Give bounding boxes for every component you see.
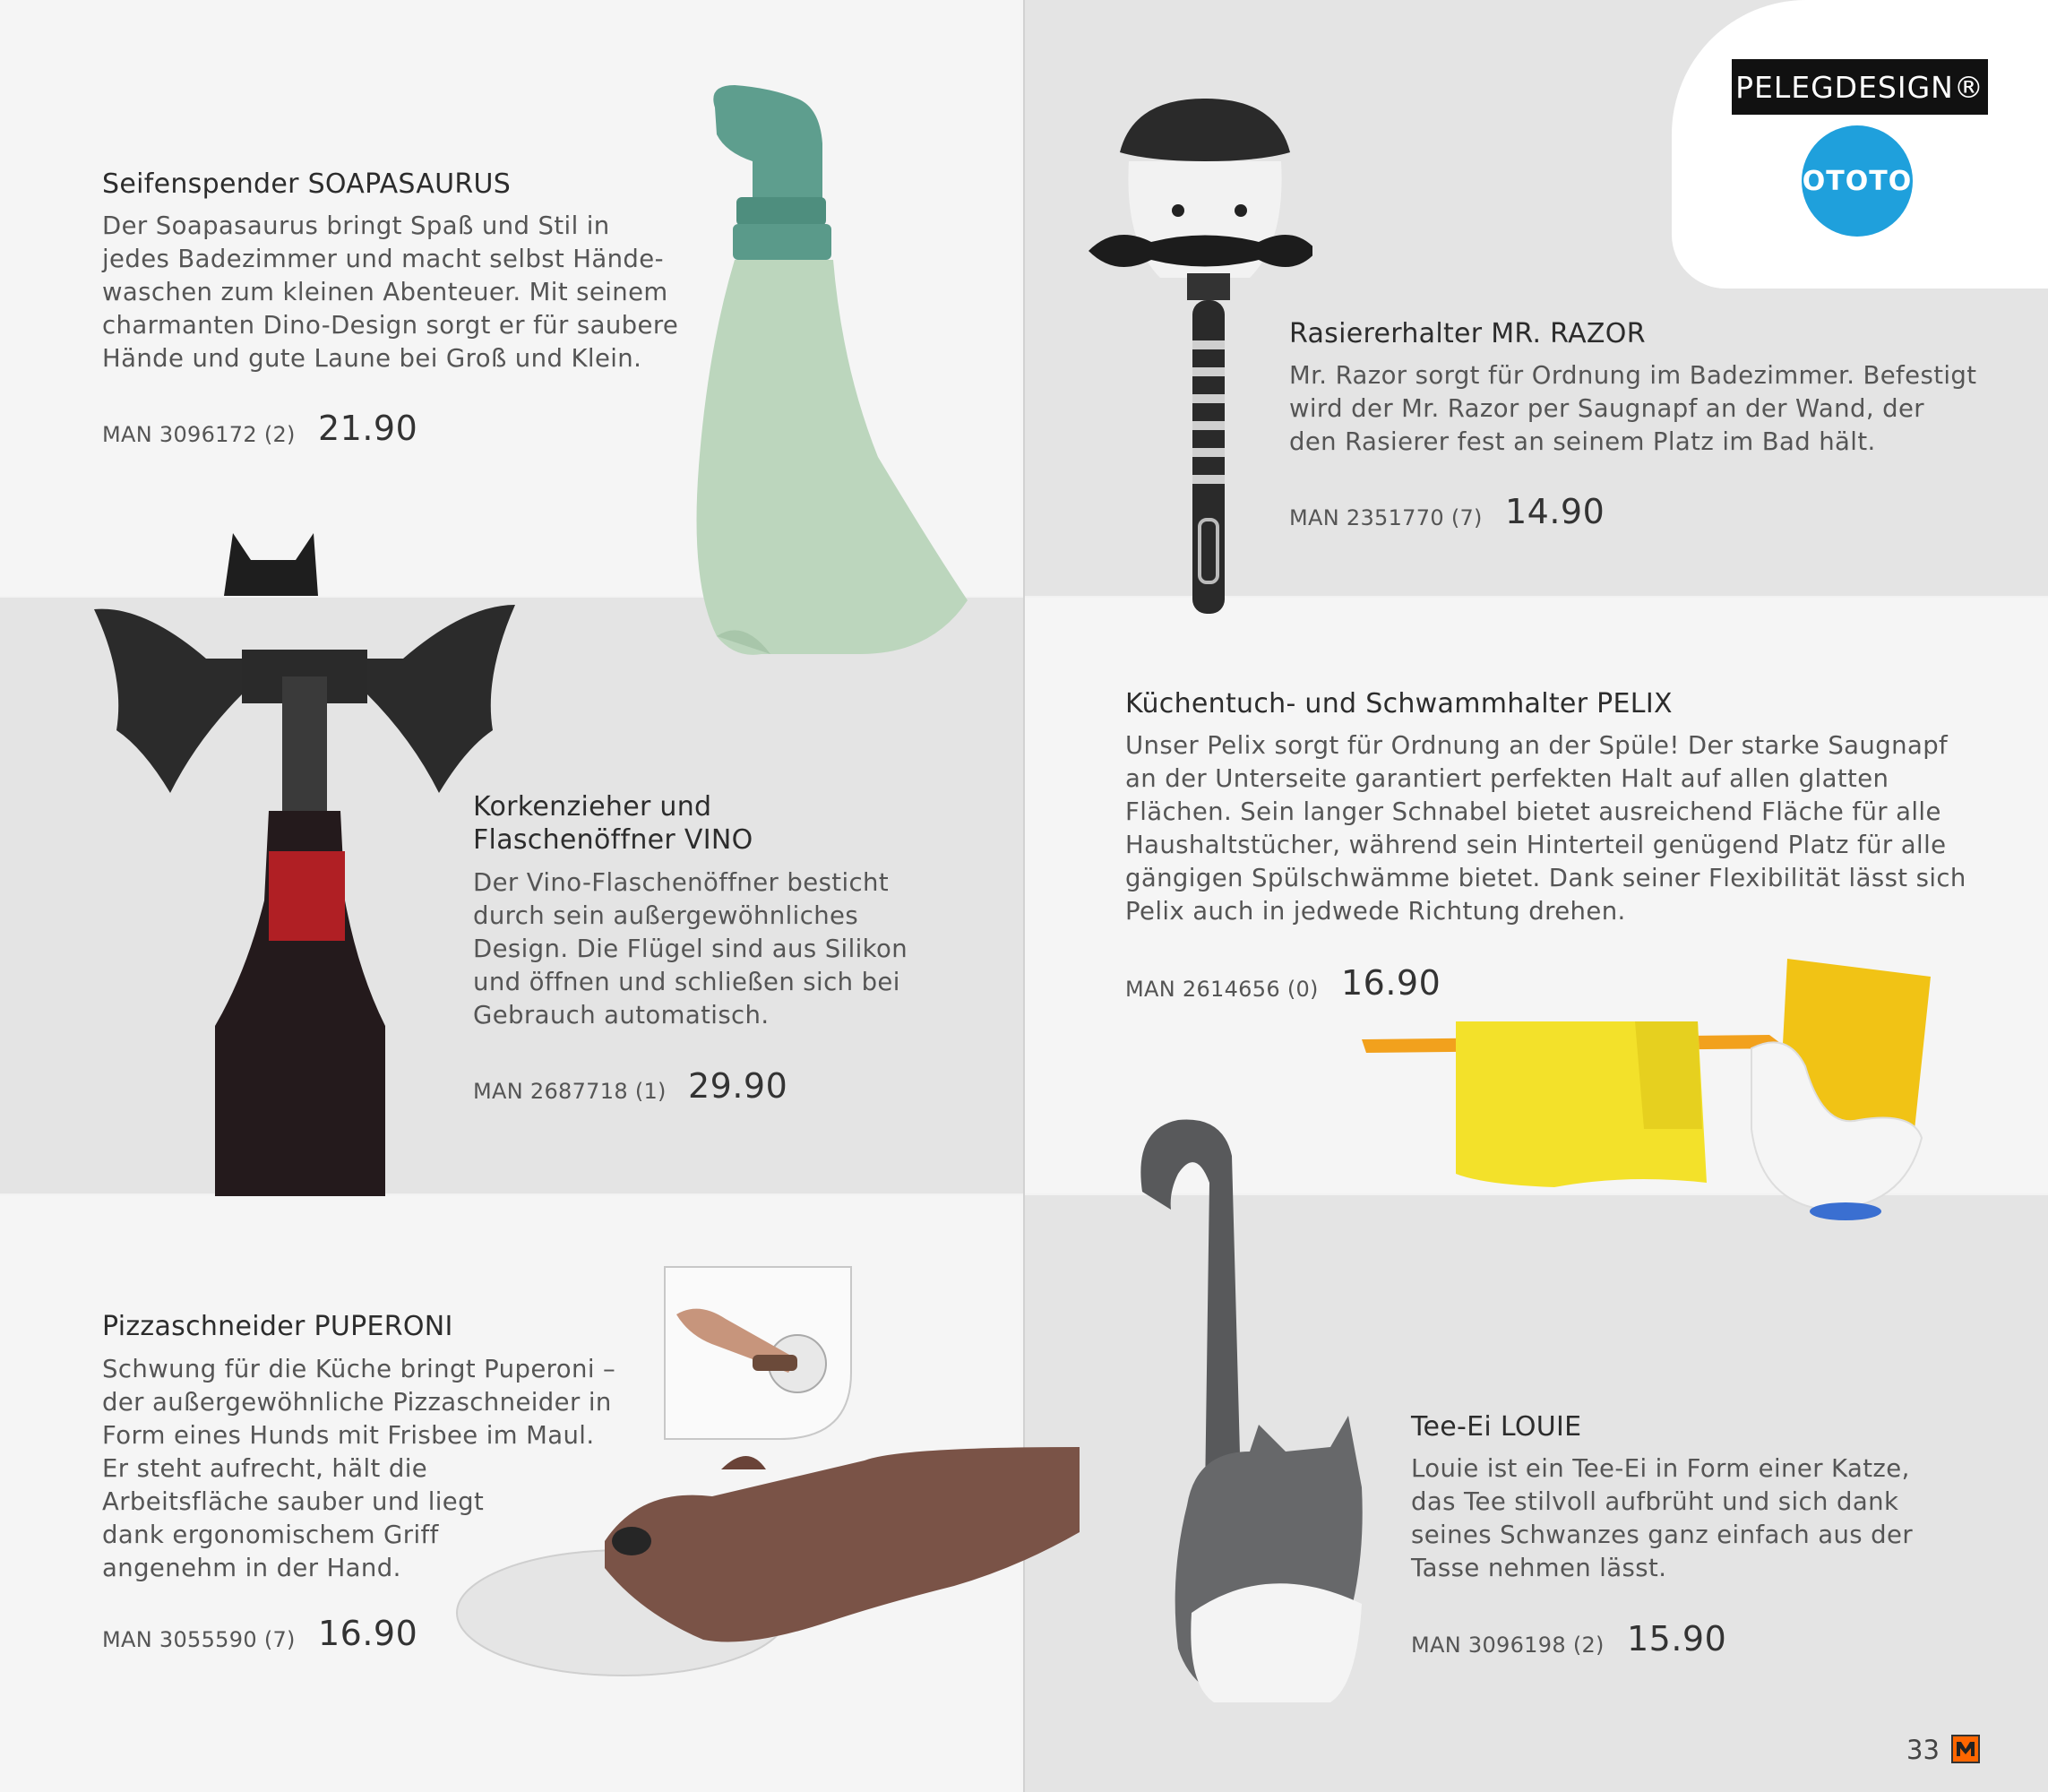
puperoni-pizza-cutter-image (452, 1434, 1097, 1702)
product-title: Rasiererhalter MR. RAZOR (1289, 318, 1646, 349)
article-number: MAN 3096198 (2) (1411, 1633, 1605, 1658)
price: 15.90 (1627, 1619, 1727, 1658)
article-number: MAN 2351770 (7) (1289, 505, 1483, 530)
soapasaurus-image (663, 81, 985, 681)
product-title: Pizzaschneider PUPERONI (102, 1311, 453, 1342)
article-number: MAN 2614656 (0) (1125, 977, 1319, 1002)
product-title: Küchentuch- und Schwammhalter PELIX (1125, 688, 1673, 719)
article-number: MAN 3096172 (2) (102, 422, 296, 447)
product-description: Unser Pelix sorgt für Ordnung an der Spüle! Der starke Saugnapf an der Unterseite garantiert perfekten Halt auf allen glatten Flächen. Sein langer Schnabel bietet ausreichend Fläche für alle Haushaltstücher, während sein Hinterteil genügend Platz für alle gängigen Spülschwämme bietet. Dank seiner Flexibilität lässt sich Pelix auch in jedwede Richtung drehen. (1125, 731, 1966, 926)
product-title: Korkenzieher und Flaschenöffner VINO (473, 791, 753, 856)
price: 21.90 (318, 409, 418, 448)
pelix-holder-image (1357, 950, 1949, 1236)
louie-tea-infuser-image (1124, 1111, 1393, 1720)
ototo-logo: OTOTO (1802, 125, 1913, 237)
mr-razor-image (1080, 72, 1312, 627)
pelegdesign-logo: PELEGDESIGN® (1732, 59, 1988, 115)
article-number: MAN 3055590 (7) (102, 1627, 296, 1652)
product-title: Seifenspender SOAPASAURUS (102, 168, 512, 200)
vino-corkscrew-image (90, 524, 529, 1196)
price: 16.90 (318, 1614, 418, 1653)
price: 29.90 (688, 1066, 788, 1106)
product-description: Schwung für die Küche bringt Puperoni – der außergewöhnliche Pizzaschneider in Form eines Hunds mit Frisbee im Maul. Er steht aufrecht, hält die Arbeitsfläche sauber und liegt dank ergonomischem Griff angenehm in der Hand. (102, 1355, 616, 1582)
article-number: MAN 2687718 (1) (473, 1079, 667, 1104)
product-description: Der Vino-Flaschenöffner besticht durch sein außergewöhnliches Design. Die Flügel sind aus Silikon und öffnen und schließen sich bei Gebrauch automatisch. (473, 868, 908, 1030)
price: 14.90 (1505, 492, 1605, 531)
product-description: Mr. Razor sorgt für Ordnung im Badezimmer. Befestigt wird der Mr. Razor per Saugnapf an der Wand, der den Rasierer fest an seinem Platz im Bad hält. (1289, 361, 1977, 456)
product-title: Tee-Ei LOUIE (1411, 1411, 1582, 1443)
page-number: 33 (1906, 1735, 1940, 1765)
product-description: Der Soapasaurus bringt Spaß und Stil in jedes Badezimmer und macht selbst Hände- waschen zum kleinen Abenteuer. Mit seinem charmanten Dino-Design sorgt er für saubere Hände und gute Laune bei Groß und Klein. (102, 211, 679, 373)
puperoni-inset-image (663, 1265, 853, 1441)
price: 16.90 (1341, 963, 1441, 1003)
migros-m-logo (1951, 1735, 1980, 1763)
product-description: Louie ist ein Tee-Ei in Form einer Katze, das Tee stilvoll aufbrüht und sich dank seines Schwanzes ganz einfach aus der Tasse nehmen lässt. (1411, 1454, 1914, 1582)
